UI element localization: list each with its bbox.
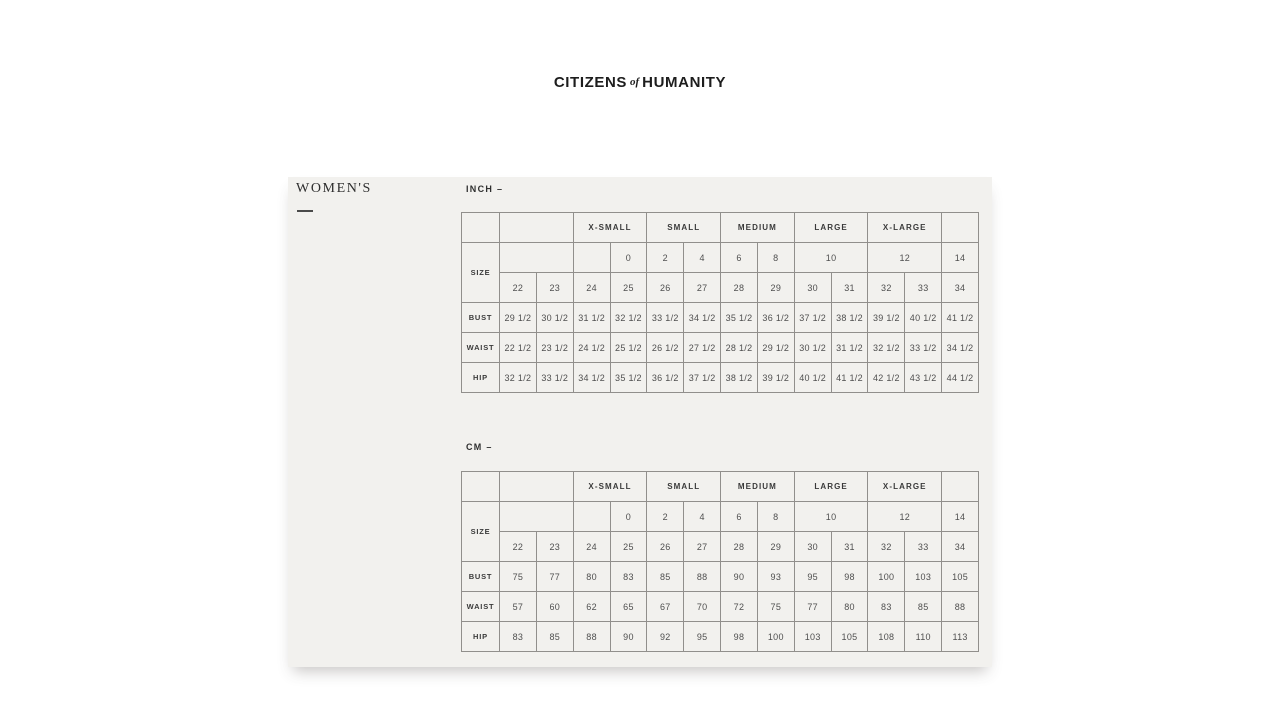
measurement-value: 29 1/2 (500, 303, 537, 333)
measurement-value: 26 1/2 (647, 333, 684, 363)
empty-group-header (500, 472, 574, 502)
size-cell: 28 (721, 532, 758, 562)
empty-size-cell (500, 502, 574, 532)
size-cell: 34 (942, 273, 979, 303)
measurement-value: 30 1/2 (794, 333, 831, 363)
measurement-value: 35 1/2 (721, 303, 758, 333)
measurement-value: 110 (905, 622, 942, 652)
size-cell: 33 (905, 273, 942, 303)
measurement-value: 95 (684, 622, 721, 652)
measurement-value: 39 1/2 (757, 363, 794, 393)
measurement-value: 57 (500, 592, 537, 622)
measurement-value: 93 (757, 562, 794, 592)
empty-group-header (500, 213, 574, 243)
size-cell: 24 (573, 273, 610, 303)
measurement-value: 72 (721, 592, 758, 622)
size-cell: 26 (647, 273, 684, 303)
measurement-value: 98 (721, 622, 758, 652)
cm-size-table (461, 471, 979, 652)
measurement-value: 40 1/2 (905, 303, 942, 333)
empty-group-header (942, 213, 979, 243)
size-cell: 31 (831, 532, 868, 562)
measurement-value: 34 1/2 (573, 363, 610, 393)
empty-group-header (942, 472, 979, 502)
measurement-label: WAIST (462, 333, 500, 363)
size-group-header: SMALL (647, 472, 721, 502)
size-cell: 22 (500, 273, 537, 303)
measurement-value: 80 (573, 562, 610, 592)
measurement-value: 83 (868, 592, 905, 622)
inch-size-table (461, 212, 979, 393)
measurement-value: 88 (684, 562, 721, 592)
measurement-value: 37 1/2 (794, 303, 831, 333)
numeric-size-cell: 10 (794, 243, 868, 273)
measurement-row (462, 303, 979, 333)
measurement-row (462, 562, 979, 592)
measurement-value: 34 1/2 (942, 333, 979, 363)
size-group-header: X-SMALL (573, 213, 647, 243)
size-cell: 32 (868, 532, 905, 562)
size-group-header: LARGE (794, 472, 868, 502)
empty-size-cell (500, 243, 574, 273)
measurement-value: 35 1/2 (610, 363, 647, 393)
numeric-size-cell: 14 (942, 502, 979, 532)
measurement-value: 42 1/2 (868, 363, 905, 393)
inch-unit-label: INCH – (466, 184, 504, 194)
measurement-value: 103 (794, 622, 831, 652)
measurement-value: 28 1/2 (721, 333, 758, 363)
size-cell: 27 (684, 532, 721, 562)
size-cell: 33 (905, 532, 942, 562)
measurement-value: 39 1/2 (868, 303, 905, 333)
empty-size-cell (573, 502, 610, 532)
measurement-value: 43 1/2 (905, 363, 942, 393)
brand-logo-of: of (630, 76, 640, 88)
measurement-value: 23 1/2 (536, 333, 573, 363)
numeric-size-cell: 4 (684, 502, 721, 532)
size-cell: 26 (647, 532, 684, 562)
size-cell: 34 (942, 532, 979, 562)
measurement-value: 22 1/2 (500, 333, 537, 363)
measurement-value: 77 (794, 592, 831, 622)
numeric-size-cell: 0 (610, 243, 647, 273)
size-group-header: X-LARGE (868, 472, 942, 502)
size-cell: 29 (757, 273, 794, 303)
measurement-value: 24 1/2 (573, 333, 610, 363)
size-group-header: MEDIUM (721, 472, 795, 502)
measurement-value: 105 (942, 562, 979, 592)
measurement-value: 85 (647, 562, 684, 592)
measurement-value: 33 1/2 (905, 333, 942, 363)
table-corner-cell (462, 472, 500, 502)
measurement-value: 75 (500, 562, 537, 592)
numeric-size-cell: 6 (721, 502, 758, 532)
measurement-value: 113 (942, 622, 979, 652)
measurement-value: 37 1/2 (684, 363, 721, 393)
measurement-value: 36 1/2 (647, 363, 684, 393)
measurement-value: 62 (573, 592, 610, 622)
measurement-value: 40 1/2 (794, 363, 831, 393)
measurement-value: 85 (536, 622, 573, 652)
measurement-value: 36 1/2 (757, 303, 794, 333)
empty-size-cell (573, 243, 610, 273)
measurement-value: 75 (757, 592, 794, 622)
numeric-size-cell: 14 (942, 243, 979, 273)
measurement-value: 32 1/2 (868, 333, 905, 363)
size-group-header: SMALL (647, 213, 721, 243)
size-cell: 23 (536, 532, 573, 562)
measurement-value: 65 (610, 592, 647, 622)
active-section-indicator (297, 210, 313, 212)
numeric-size-cell: 10 (794, 502, 868, 532)
size-cell: 29 (757, 532, 794, 562)
measurement-value: 90 (721, 562, 758, 592)
measurement-value: 25 1/2 (610, 333, 647, 363)
size-cell: 30 (794, 273, 831, 303)
measurement-row (462, 622, 979, 652)
size-chart-panel (288, 177, 992, 667)
measurement-value: 33 1/2 (536, 363, 573, 393)
numeric-size-cell: 0 (610, 502, 647, 532)
size-group-header: X-SMALL (573, 472, 647, 502)
size-row-label: SIZE (462, 502, 500, 562)
size-cell: 23 (536, 273, 573, 303)
measurement-row (462, 592, 979, 622)
measurement-value: 108 (868, 622, 905, 652)
measurement-value: 90 (610, 622, 647, 652)
brand-logo-humanity: HUMANITY (642, 74, 727, 91)
measurement-value: 32 1/2 (500, 363, 537, 393)
size-group-header: X-LARGE (868, 213, 942, 243)
size-cell: 31 (831, 273, 868, 303)
size-cell: 30 (794, 532, 831, 562)
measurement-value: 77 (536, 562, 573, 592)
size-cell: 25 (610, 273, 647, 303)
measurement-value: 100 (868, 562, 905, 592)
numeric-size-cell: 12 (868, 243, 942, 273)
numeric-size-cell: 2 (647, 502, 684, 532)
table-corner-cell (462, 213, 500, 243)
measurement-row (462, 363, 979, 393)
size-cell: 25 (610, 532, 647, 562)
measurement-value: 67 (647, 592, 684, 622)
measurement-value: 41 1/2 (831, 363, 868, 393)
cm-unit-label: CM – (466, 442, 493, 452)
measurement-value: 32 1/2 (610, 303, 647, 333)
size-row-label: SIZE (462, 243, 500, 303)
brand-logo (0, 74, 1280, 92)
measurement-value: 98 (831, 562, 868, 592)
measurement-value: 44 1/2 (942, 363, 979, 393)
measurement-value: 83 (500, 622, 537, 652)
sidebar-item-womens[interactable]: WOMEN'S (296, 181, 372, 196)
measurement-value: 31 1/2 (831, 333, 868, 363)
measurement-label: HIP (462, 622, 500, 652)
measurement-value: 41 1/2 (942, 303, 979, 333)
measurement-value: 33 1/2 (647, 303, 684, 333)
numeric-size-cell: 6 (721, 243, 758, 273)
measurement-label: BUST (462, 562, 500, 592)
measurement-value: 80 (831, 592, 868, 622)
measurement-label: HIP (462, 363, 500, 393)
size-cell: 28 (721, 273, 758, 303)
numeric-size-cell: 2 (647, 243, 684, 273)
size-group-header: MEDIUM (721, 213, 795, 243)
measurement-row (462, 333, 979, 363)
measurement-value: 88 (942, 592, 979, 622)
measurement-value: 38 1/2 (721, 363, 758, 393)
measurement-value: 103 (905, 562, 942, 592)
numeric-size-cell: 12 (868, 502, 942, 532)
measurement-value: 38 1/2 (831, 303, 868, 333)
measurement-value: 27 1/2 (684, 333, 721, 363)
size-cell: 27 (684, 273, 721, 303)
measurement-value: 31 1/2 (573, 303, 610, 333)
measurement-value: 70 (684, 592, 721, 622)
measurement-value: 95 (794, 562, 831, 592)
measurement-value: 30 1/2 (536, 303, 573, 333)
measurement-value: 92 (647, 622, 684, 652)
size-cell: 24 (573, 532, 610, 562)
measurement-value: 100 (757, 622, 794, 652)
measurement-value: 29 1/2 (757, 333, 794, 363)
numeric-size-cell: 4 (684, 243, 721, 273)
size-group-header: LARGE (794, 213, 868, 243)
measurement-value: 83 (610, 562, 647, 592)
measurement-value: 88 (573, 622, 610, 652)
measurement-value: 60 (536, 592, 573, 622)
numeric-size-cell: 8 (757, 502, 794, 532)
measurement-value: 85 (905, 592, 942, 622)
brand-logo-citizens: CITIZENS (553, 74, 627, 91)
size-cell: 22 (500, 532, 537, 562)
numeric-size-cell: 8 (757, 243, 794, 273)
measurement-label: BUST (462, 303, 500, 333)
measurement-label: WAIST (462, 592, 500, 622)
measurement-value: 105 (831, 622, 868, 652)
measurement-value: 34 1/2 (684, 303, 721, 333)
size-cell: 32 (868, 273, 905, 303)
